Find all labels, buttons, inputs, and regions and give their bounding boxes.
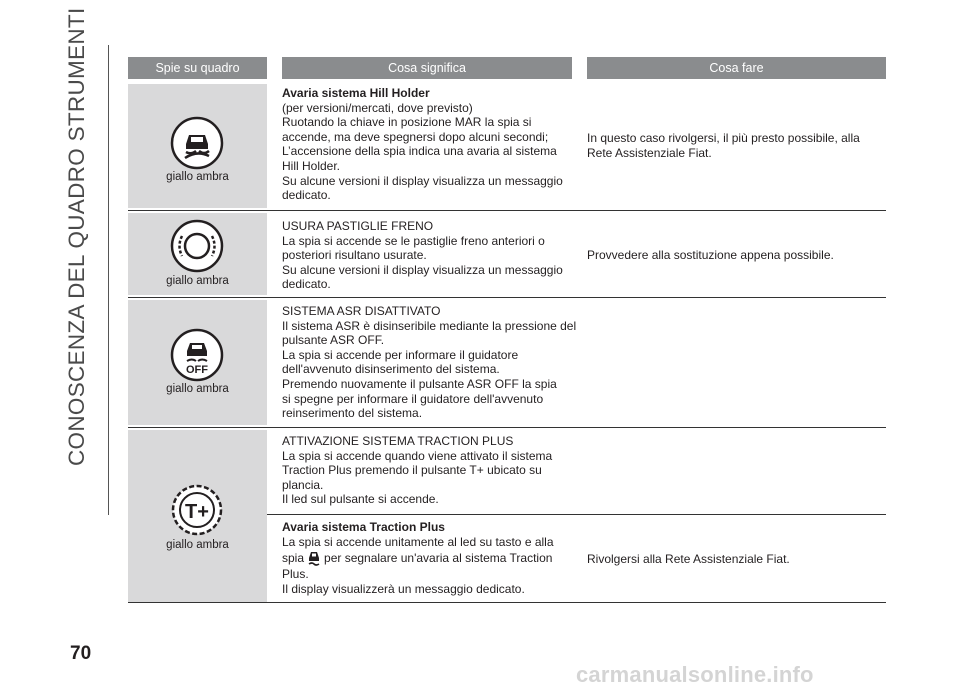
row-divider [128,210,886,211]
row-1-action: In questo caso rivolgersi, il più presto possibile, alla Rete Assistenziale Fiat. [587,131,860,160]
row-divider [128,297,886,298]
side-divider [108,45,109,515]
row-4-action: Rivolgersi alla Rete Assistenziale Fiat. [587,552,790,566]
row-2-action: Provvedere alla sostituzione appena possibile. [587,248,834,262]
asr-off-icon [170,328,224,382]
table-bottom-rule [128,602,886,603]
row-4-fault-description: Avaria sistema Traction Plus La spia si accende unitamente al led su tasto e alla spia per segnalare un'avaria al sistema Traction Plus. Il display visualizzerà un messaggio dedicato. [282,520,554,596]
icon-label-4: giallo ambra [166,539,229,551]
car-skid-inline-icon [307,549,321,567]
traction-plus-icon [170,483,224,537]
row-4-description: ATTIVAZIONE SISTEMA TRACTION PLUS La spia si accende quando viene attivato il sistema Traction Plus premendo il pulsante T+ ubicato su plancia. Il led sul pulsante si accende. [282,434,553,507]
icon-label-3: giallo ambra [166,383,229,395]
row-3-description: SISTEMA ASR DISATTIVATO Il sistema ASR è disinseribile mediante la pressione del pulsante ASR OFF. La spia si accende per informare il guidatore dell'avvenuto disinserimento del sistema. Premendo nuovamente il pulsante ASR OFF la spia si spegne per informare il guidatore dell'avvenuto reinserimento del sistema. [282,304,577,421]
icon-label-2: giallo ambra [166,275,229,287]
hill-holder-warning-icon [170,116,224,170]
header-action: Cosa fare [587,57,886,79]
traction-plus-icon-text: T+ [185,501,209,523]
page-number: 70 [70,643,92,664]
icon-label-1: giallo ambra [166,171,229,183]
row-sub-divider [267,514,886,515]
row-divider [128,427,886,428]
asr-off-icon-text: OFF [186,364,208,376]
brake-pad-wear-icon [170,219,224,273]
header-warning-lights: Spie su quadro [128,57,267,79]
row-1-title: Avaria sistema Hill Holder [282,86,430,100]
row-4-fault-title: Avaria sistema Traction Plus [282,520,445,534]
footer-watermark: carmanualsonline.info [576,662,814,687]
header-meaning: Cosa significa [282,57,572,79]
row-1-description: Avaria sistema Hill Holder (per versioni/mercati, dove previsto) Ruotando la chiave in posizione MAR la spia si accende, ma deve spegnersi dopo alcuni secondi; L’accensione della spia indica una avaria al sistema Hill Holder. Su alcune versioni il display visualizza un messaggio dedicato. [282,86,563,203]
row-2-description: USURA PASTIGLIE FRENO La spia si accende se le pastiglie freno anteriori o posteriori risultano usurate. Su alcune versioni il display visualizza un messaggio dedicato. [282,219,563,292]
section-side-title: CONOSCENZA DEL QUADRO STRUMENTI [64,7,89,466]
